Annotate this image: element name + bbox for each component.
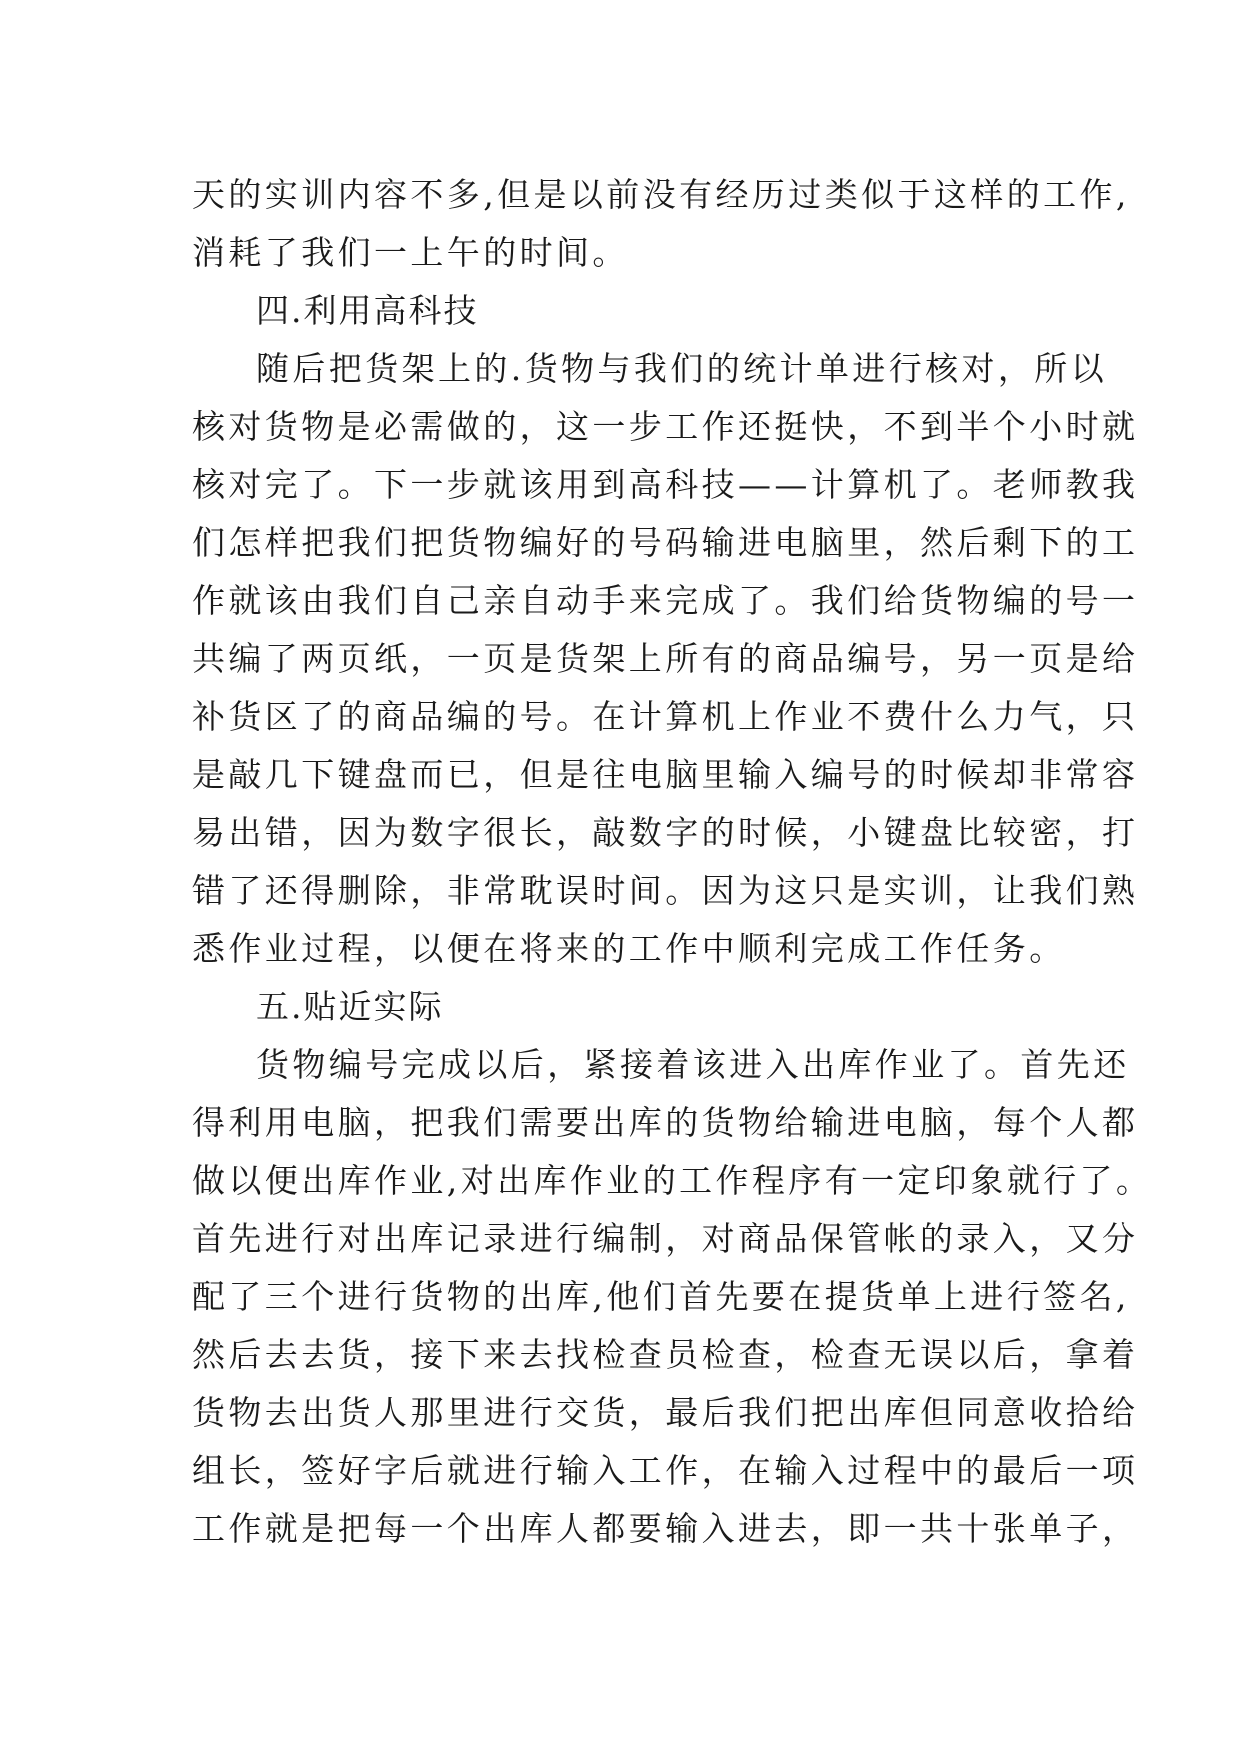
section-heading-4: 四.利用高科技	[256, 291, 479, 330]
text-line-14: 悉作业过程，以便在将来的工作中顺利完成工作任务。	[192, 929, 1066, 968]
text-line-21: 然后去去货，接下来去找检查员检查，检查无误以后，拿着	[192, 1335, 1139, 1374]
text-line-5: 核对货物是必需做的，这一步工作还挺快，不到半个小时就	[192, 407, 1139, 446]
text-line-19: 首先进行对出库记录进行编制，对商品保管帐的录入，又分	[192, 1219, 1139, 1258]
text-line-11: 是敲几下键盘而已，但是往电脑里输入编号的时候却非常容	[192, 755, 1139, 794]
text-line-9: 共编了两页纸，一页是货架上所有的商品编号，另一页是给	[192, 639, 1139, 678]
text-line-18: 做以便出库作业,对出库作业的工作程序有一定印象就行了。	[192, 1161, 1153, 1200]
text-line-23: 组长，签好字后就进行输入工作，在输入过程中的最后一项	[192, 1451, 1139, 1490]
text-line-13: 错了还得删除，非常耽误时间。因为这只是实训，让我们熟	[192, 871, 1139, 910]
section-heading-5: 五.贴近实际	[256, 987, 444, 1026]
text-line-24: 工作就是把每一个出库人都要输入进去，即一共十张单子，	[192, 1509, 1139, 1548]
text-line-2: 消耗了我们一上午的时间。	[192, 233, 629, 272]
text-line-8: 作就该由我们自己亲自动手来完成了。我们给货物编的号一	[192, 581, 1139, 620]
text-line-7: 们怎样把我们把货物编好的号码输进电脑里，然后剩下的工	[192, 523, 1139, 562]
text-line-1: 天的实训内容不多,但是以前没有经历过类似于这样的工作,	[192, 175, 1130, 214]
text-line-12: 易出错，因为数字很长，敲数字的时候，小键盘比较密，打	[192, 813, 1139, 852]
text-line-20: 配了三个进行货物的出库,他们首先要在提货单上进行签名,	[192, 1277, 1130, 1316]
text-line-10: 补货区了的商品编的号。在计算机上作业不费什么力气，只	[192, 697, 1139, 736]
text-line-17: 得利用电脑，把我们需要出库的货物给输进电脑，每个人都	[192, 1103, 1139, 1142]
text-line-6: 核对完了。下一步就该用到高科技——计算机了。老师教我	[192, 465, 1139, 504]
text-line-22: 货物去出货人那里进行交货，最后我们把出库但同意收拾给	[192, 1393, 1139, 1432]
paragraph-start-line: 货物编号完成以后，紧接着该进入出库作业了。首先还	[256, 1045, 1130, 1084]
paragraph-start-line: 随后把货架上的.货物与我们的统计单进行核对，所以	[256, 349, 1108, 388]
